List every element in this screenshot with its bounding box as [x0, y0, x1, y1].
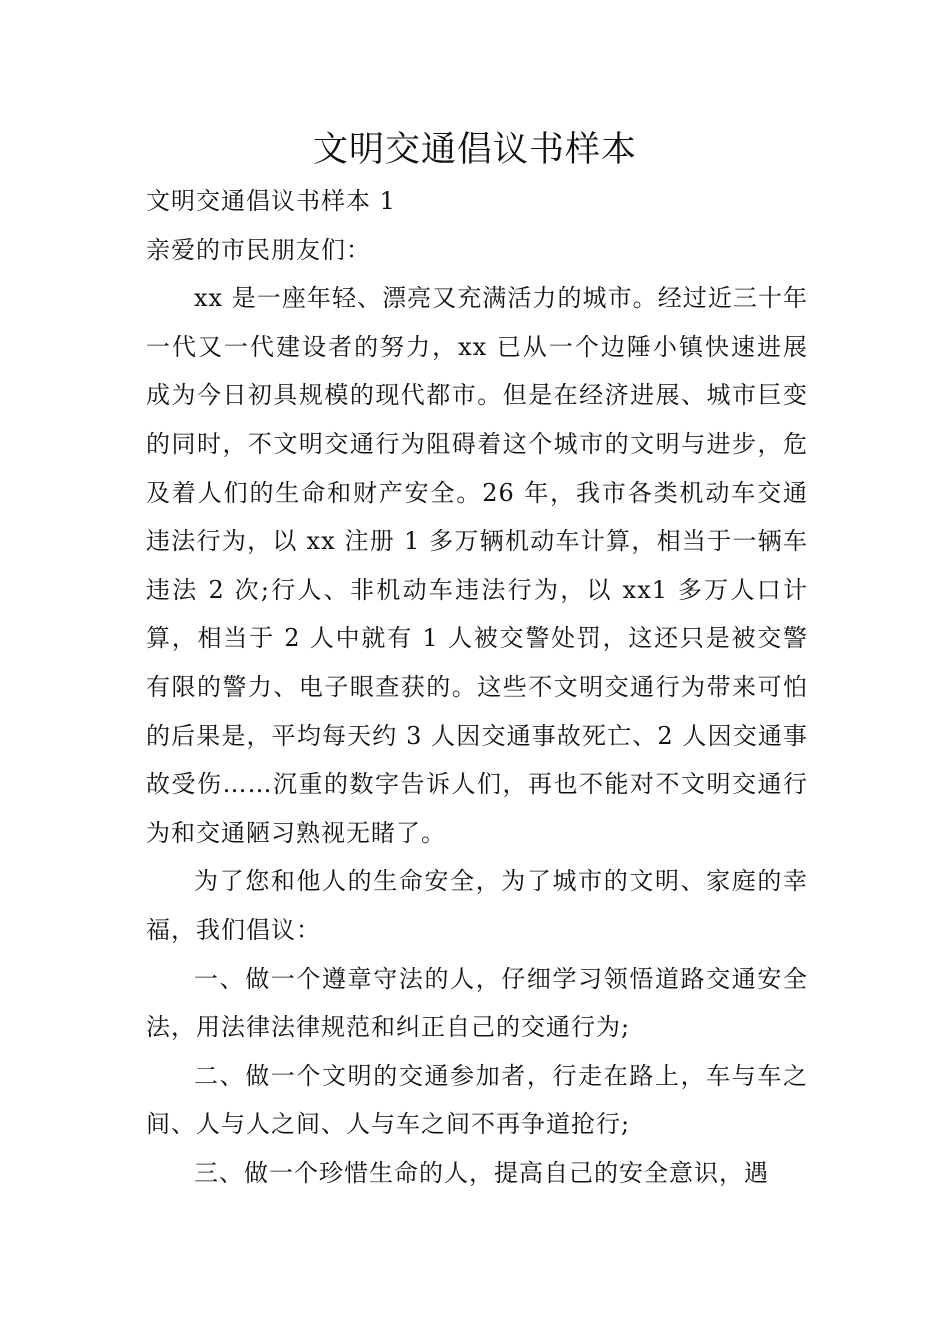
salutation: 亲爱的市民朋友们：: [146, 235, 371, 264]
paragraph-proposal: 为了您和他人的生命安全，为了城市的文明、家庭的幸福，我们倡议：: [146, 867, 808, 944]
document-subtitle: 文明交通倡议书样本 1: [146, 187, 396, 215]
document-body: [146, 177, 808, 1197]
paragraph-item-2: 二、做一个文明的交通参加者，行走在路上，车与车之间、人与人之间、人与车之间不再争道抢行;: [146, 1061, 808, 1139]
paragraph-intro: xx 是一座年轻、漂亮又充满活力的城市。经过近三十年一代又一代建设者的努力，xx 已从一个边陲小镇快速进展成为今日初具规模的现代都市。但是在经济进展、城市巨变的同时，不文明交通行为阻碍着这个城市的文明与进步，危及着人们的生命和财产安全。26 年，我市各类机动车交通违法行为，以 xx 注册 1 多万辆机动车计算，相当于一辆车违法 2 次;行人、非机动车违法行为，以 xx1 多万人口计算，相当于 2 人中就有 1 人被交警处罚，这还只是被交警有限的警力、电子眼查获的。这些不文明交通行为带来可怕的后果是，平均每天约 3 人因交通事故死亡、2 人因交通事故受伤……沉重的数字告诉人们，再也不能对不文明交通行为和交通陋习熟视无睹了。: [146, 284, 808, 847]
paragraph-item-1: 一、做一个遵章守法的人，仔细学习领悟道路交通安全法，用法律法律规范和纠正自己的交通行为;: [146, 964, 808, 1042]
document-title: 文明交通倡议书样本: [312, 130, 637, 170]
paragraph-item-3: 三、做一个珍惜生命的人，提高自己的安全意识，遇: [194, 1158, 769, 1187]
